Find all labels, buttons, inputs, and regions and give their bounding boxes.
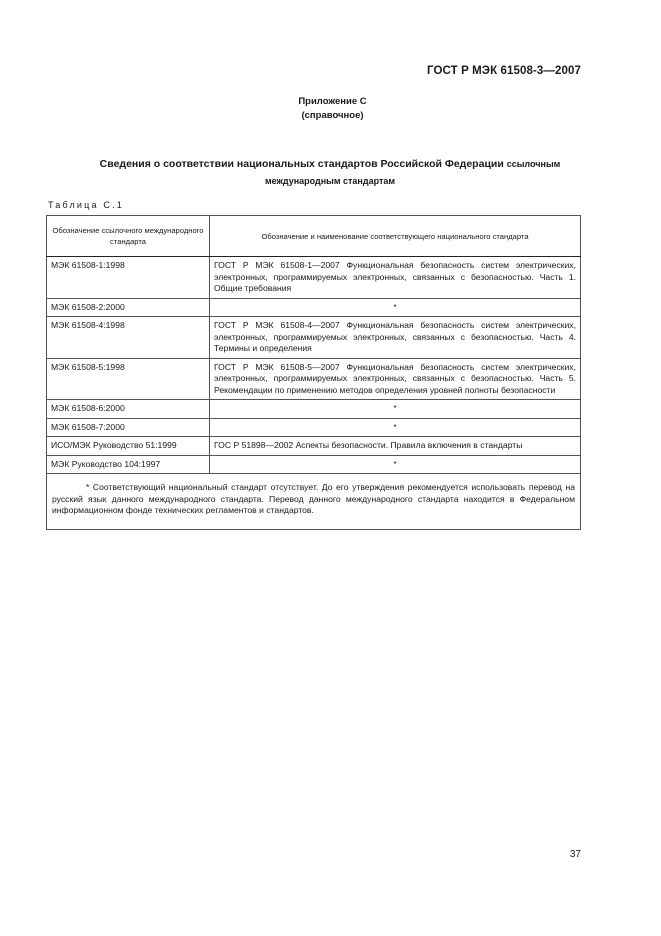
reference-cell: МЭК 61508-4:1998	[47, 317, 210, 359]
national-cell: *	[210, 455, 581, 474]
national-cell: ГОС Р 51898—2002 Аспекты безопасности. Правила включения в стандарты	[210, 437, 581, 456]
reference-cell: МЭК 61508-2:2000	[47, 298, 210, 317]
annex-title: Приложение С	[298, 96, 367, 107]
national-cell: *	[210, 418, 581, 437]
reference-cell: ИСО/МЭК Руководство 51:1999	[47, 437, 210, 456]
reference-cell: МЭК 61508-6:2000	[47, 400, 210, 419]
header-reference-standard: Обозначение ссылочного международного стандарта	[47, 216, 210, 257]
table-row	[47, 257, 581, 299]
table-row	[47, 358, 581, 400]
table-caption: Таблица С.1	[48, 200, 124, 210]
table-row	[47, 317, 581, 359]
table-header-row	[47, 216, 581, 257]
table-row	[47, 298, 581, 317]
header-national-standard: Обозначение и наименование соответствующего национального стандарта	[210, 216, 581, 257]
section-title-rest: ссылочным	[506, 159, 561, 169]
table-footnote-row	[47, 474, 581, 530]
section-title	[50, 156, 610, 190]
section-title-line2: международным стандартам	[264, 176, 396, 186]
table-row	[47, 400, 581, 419]
national-cell: *	[210, 400, 581, 419]
table-footnote: * Соответствующий национальный стандарт отсутствует. До его утверждения рекомендуется использовать перевод на русский язык данного международного стандарта. Перевод данного международного стандарта находится в Федеральном информационном фонде технических регламентов и стандартов.	[47, 474, 581, 530]
annex-heading	[0, 95, 661, 123]
reference-cell: МЭК 61508-7:2000	[47, 418, 210, 437]
national-cell: ГОСТ Р МЭК 61508-5—2007 Функциональная безопасность систем электрических, электронных, программируемых электронных, связанных с безопасностью. Часть 5. Рекомендации по применению методов определения уровней полноты безопасности	[210, 358, 581, 400]
national-cell: ГОСТ Р МЭК 61508-1—2007 Функциональная безопасность систем электрических, электронных, программируемых электронных, связанных с безопасностью. Часть 1. Общие требования	[210, 257, 581, 299]
correspondence-table	[46, 215, 581, 530]
reference-cell: МЭК Руководство 104:1997	[47, 455, 210, 474]
table-row	[47, 418, 581, 437]
section-title-main: Сведения о соответствии национальных стандартов Российской Федерации	[99, 158, 504, 170]
table-row	[47, 455, 581, 474]
annex-type: (справочное)	[301, 110, 364, 121]
table-row	[47, 437, 581, 456]
page-number: 37	[569, 849, 581, 860]
national-cell: ГОСТ Р МЭК 61508-4—2007 Функциональная безопасность систем электрических, электронных, программируемых электронных, связанных с безопасностью. Часть 4. Термины и определения	[210, 317, 581, 359]
reference-cell: МЭК 61508-5:1998	[47, 358, 210, 400]
document-code: ГОСТ Р МЭК 61508-3—2007	[427, 65, 581, 77]
reference-cell: МЭК 61508-1:1998	[47, 257, 210, 299]
national-cell: *	[210, 298, 581, 317]
